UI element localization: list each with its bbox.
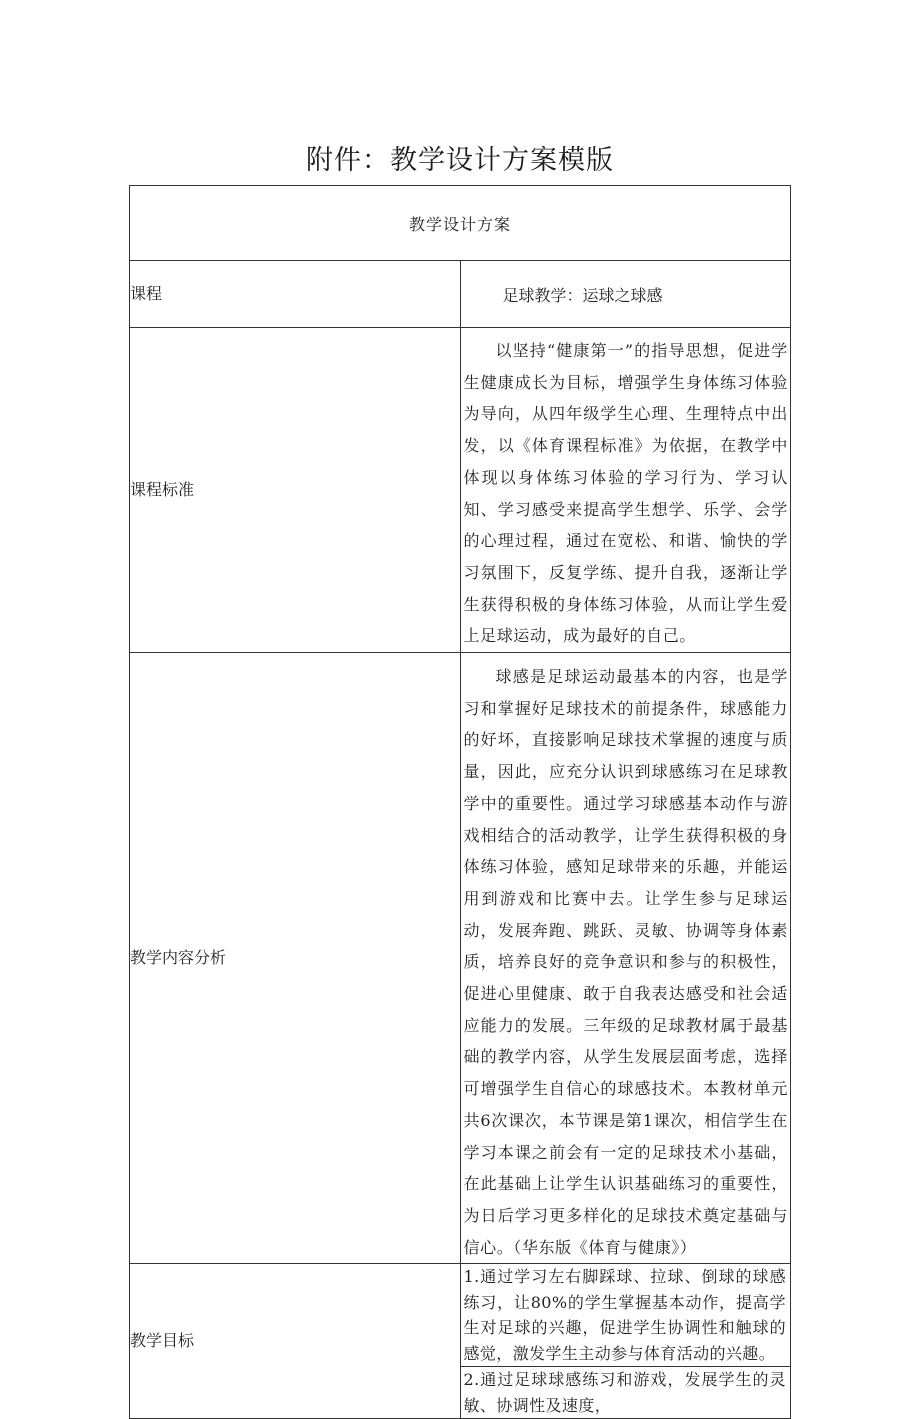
table-header: 教学设计方案 [130,186,791,261]
document-title: 附件：教学设计方案模版 [306,145,614,176]
teaching-goal-cell-1 [460,1264,791,1367]
course-value: 足球教学：运球之球感 [502,285,663,305]
content-analysis-cell [460,653,791,1264]
curriculum-standard-text: 以坚持“健康第一”的指导思想，促进学生健康成长为目标，增强学生身体练习体验为导向，从四年级学生心理、生理特点中出发，以《体育课程标准》为依据，在教学中体现以身体练习体验的学习行为、学习认知、学习感受来提高学生想学、乐学、会学的心理过程，通过在宽松、和谐、愉快的学习氛围下，反复学练、提升自我，逐渐让学生获得积极的身体练习体验，从而让学生爱上足球运动，成为最好的自己。 [463,341,788,646]
course-value-cell [460,261,791,328]
curriculum-standard-label: 课程标准 [130,328,461,653]
table-header-row [130,186,791,261]
teaching-goal-item: 2.通过足球球感练习和游戏，发展学生的灵敏、协调性及速度， [463,1370,786,1415]
teaching-goal-row-1 [130,1264,791,1367]
teaching-goals-label: 教学目标 [130,1264,461,1419]
teaching-plan-table [129,185,791,1419]
course-row [130,261,791,328]
course-label: 课程 [130,261,461,328]
content-analysis-text: 球感是足球运动最基本的内容，也是学习和掌握好足球技术的前提条件，球感能力的好坏，直接影响足球技术掌握的速度与质量，因此，应充分认识到球感练习在足球教学中的重要性。通过学习球感基本动作与游戏相结合的活动教学，让学生获得积极的身体练习体验，感知足球带来的乐趣，并能运用到游戏和比赛中去。让学生参与足球运动，发展奔跑、跳跃、灵敏、协调等身体素质，培养良好的竞争意识和参与的积极性，促进心里健康、敢于自我表达感受和社会适应能力的发展。三年级的足球教材属于最基础的教学内容，从学生发展层面考虑，选择可增强学生自信心的球感技术。本教材单元共6次课次，本节课是第1课次，相信学生在学习本课之前会有一定的足球技术小基础，在此基础上让学生认识基础练习的重要性，为日后学习更多样化的足球技术奠定基础与信心。（华东版《体育与健康》） [463,667,788,1257]
curriculum-standard-row [130,328,791,653]
teaching-goal-item: 1.通过学习左右脚踩球、拉球、倒球的球感练习，让80%的学生掌握基本动作，提高学生对足球的兴趣，促进学生协调性和触球的感觉，激发学生主动参与体育活动的兴趣。 [463,1267,786,1363]
teaching-goal-cell-2 [460,1367,791,1419]
content-analysis-row [130,653,791,1264]
curriculum-standard-cell [460,328,791,653]
content-analysis-label: 教学内容分析 [130,653,461,1264]
